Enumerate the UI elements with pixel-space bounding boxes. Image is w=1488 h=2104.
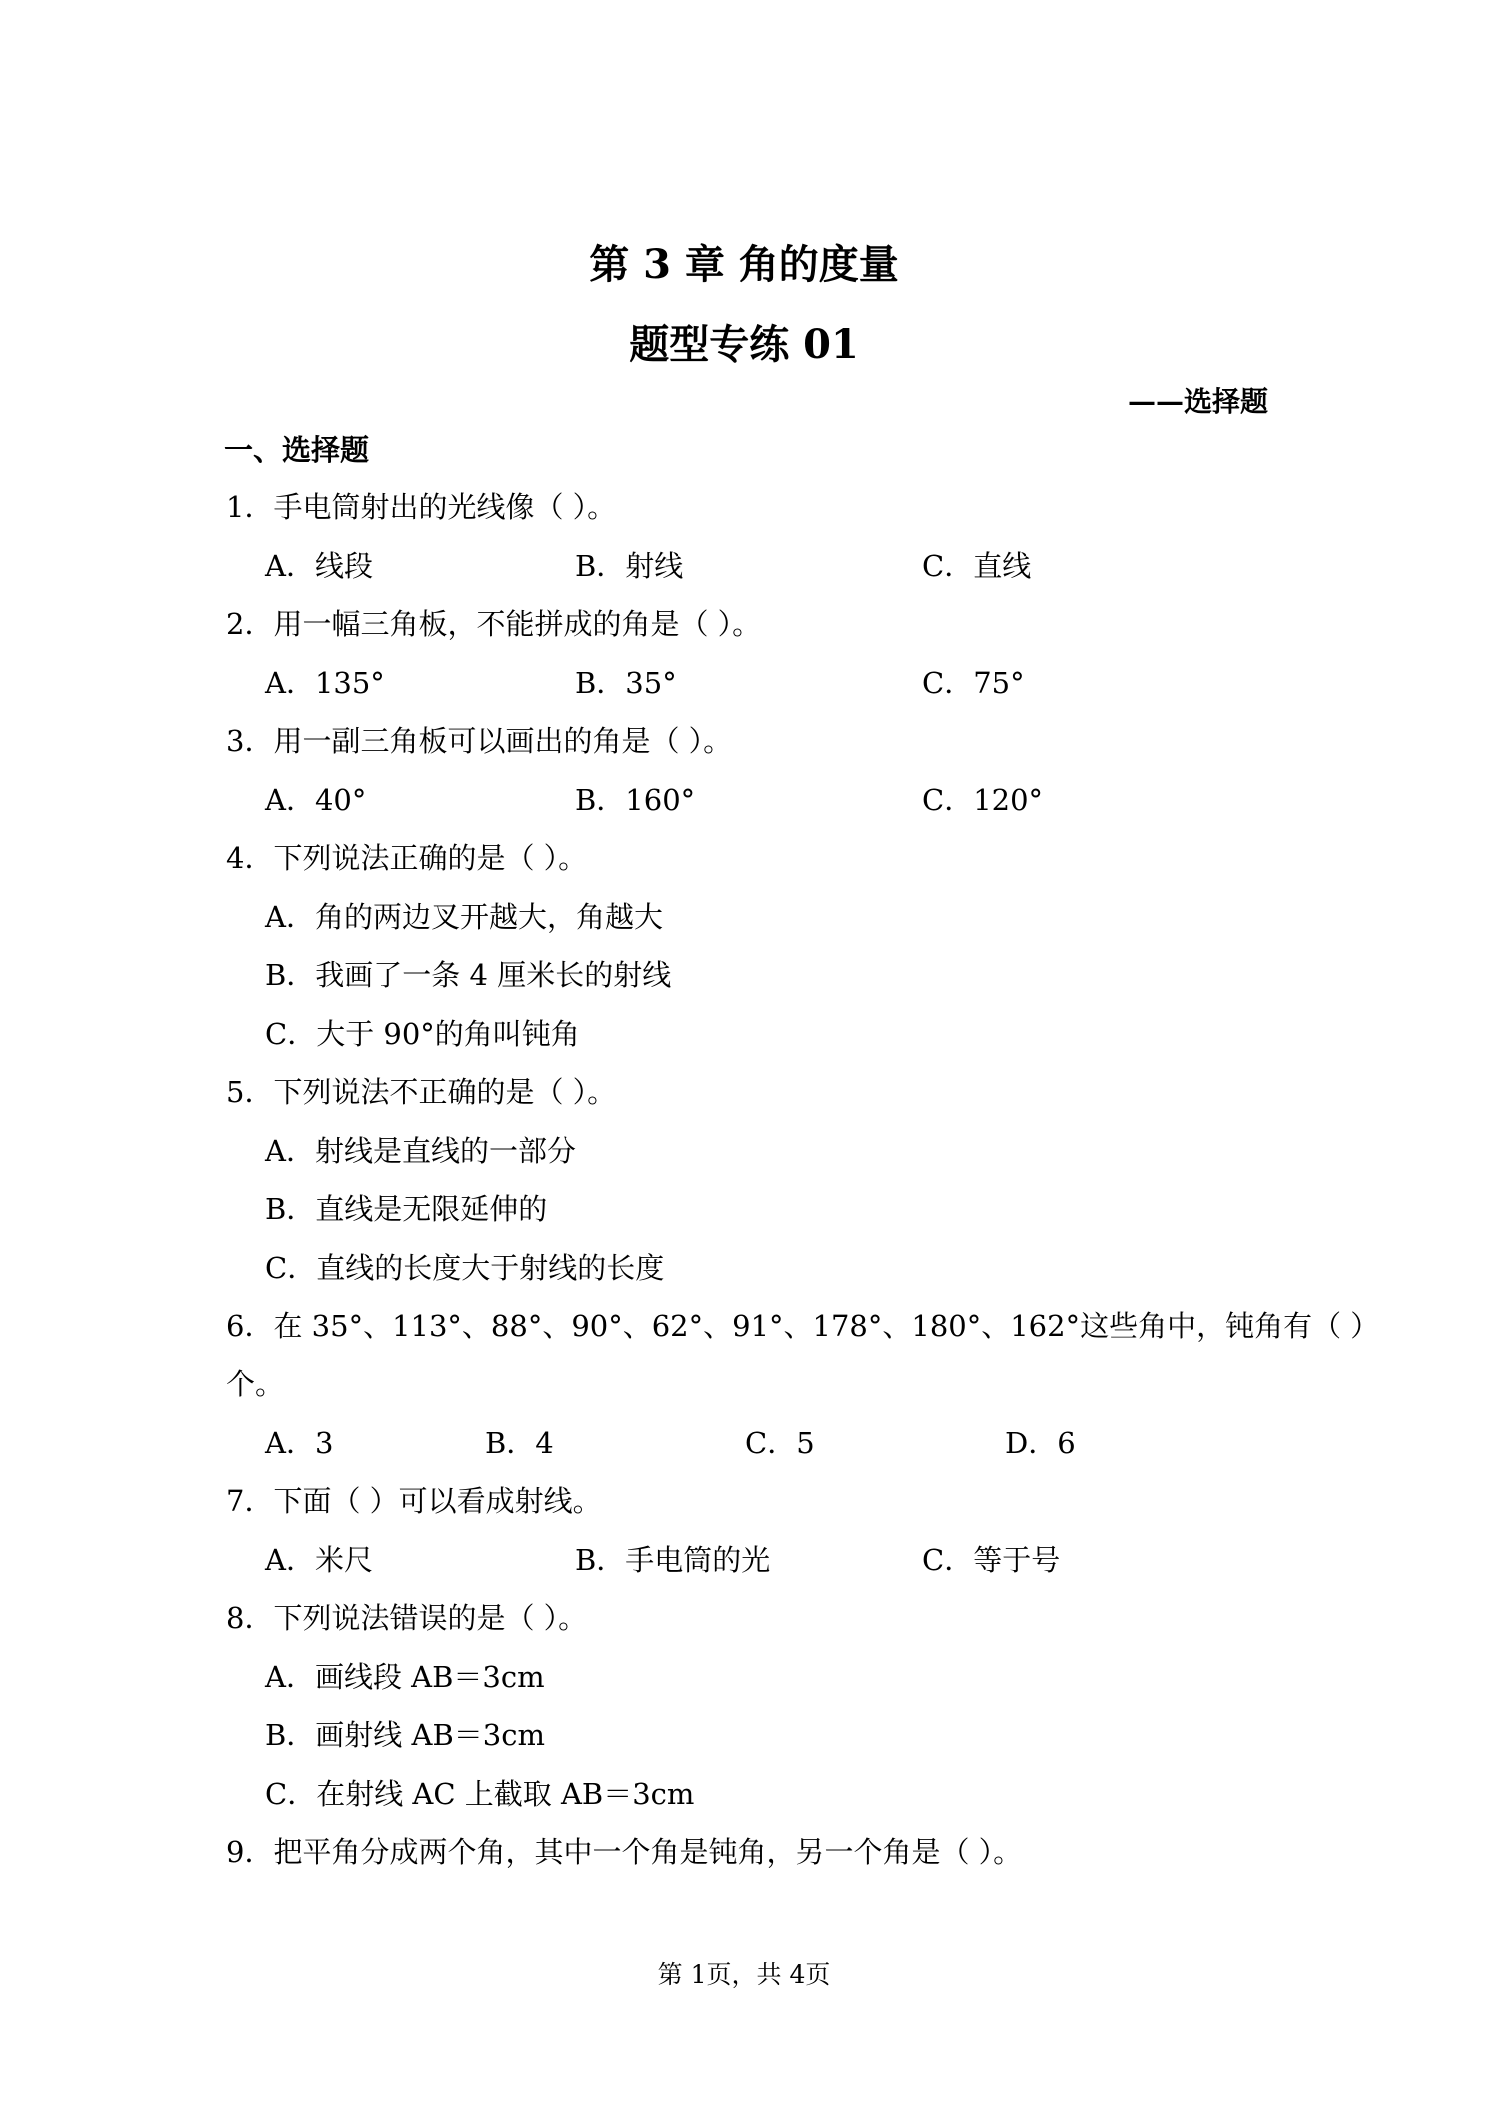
option-c: C．等于号 xyxy=(922,1543,1061,1577)
question-stem: 8．下列说法错误的是（ ）。 xyxy=(226,1601,588,1635)
chapter-title: 第 3 章 角的度量 xyxy=(589,241,899,288)
option-b: B．4 xyxy=(485,1426,554,1460)
option-c: C．在射线 AC 上截取 AB＝3cm xyxy=(265,1777,695,1811)
worksheet-subtitle: 题型专练 01 xyxy=(629,321,859,368)
question-stem: 6．在 35°、113°、88°、90°、62°、91°、178°、180°、162°这些角中，钝角有（ ） xyxy=(226,1309,1380,1343)
option-b: B．射线 xyxy=(575,549,684,583)
question-stem: 9．把平角分成两个角，其中一个角是钝角，另一个角是（ ）。 xyxy=(226,1835,1023,1869)
option-c: C．大于 90°的角叫钝角 xyxy=(265,1017,580,1051)
option-c: C．5 xyxy=(745,1426,815,1460)
question-stem-continuation: 个。 xyxy=(226,1367,285,1401)
option-a: A．线段 xyxy=(265,549,373,583)
option-a: A．射线是直线的一部分 xyxy=(265,1134,576,1168)
option-a: A．画线段 AB＝3cm xyxy=(265,1660,545,1694)
section-heading: 一、选择题 xyxy=(224,433,370,467)
question-stem: 1．手电筒射出的光线像（ ）。 xyxy=(226,490,617,524)
question-stem: 3．用一副三角板可以画出的角是（ ）。 xyxy=(226,724,733,758)
option-b: B．160° xyxy=(575,783,696,817)
option-a: A．135° xyxy=(265,666,385,700)
option-b: B．我画了一条 4 厘米长的射线 xyxy=(265,958,672,992)
question-stem: 5．下列说法不正确的是（ ）。 xyxy=(226,1075,617,1109)
option-c: C．直线 xyxy=(922,549,1032,583)
option-c: C．75° xyxy=(922,666,1025,700)
option-a: A．角的两边叉开越大，角越大 xyxy=(265,900,663,934)
option-a: A．40° xyxy=(265,783,367,817)
option-c: C．直线的长度大于射线的长度 xyxy=(265,1251,665,1285)
option-b: B．35° xyxy=(575,666,677,700)
option-c: C．120° xyxy=(922,783,1044,817)
option-b: B．画射线 AB＝3cm xyxy=(265,1718,545,1752)
option-b: B．直线是无限延伸的 xyxy=(265,1192,548,1226)
question-type-label: ——选择题 xyxy=(1127,385,1268,418)
page-number: 第 1页，共 4页 xyxy=(657,1960,831,1989)
option-a: A．米尺 xyxy=(265,1543,373,1577)
option-d: D．6 xyxy=(1005,1426,1076,1460)
question-stem: 4．下列说法正确的是（ ）。 xyxy=(226,841,588,875)
option-a: A．3 xyxy=(265,1426,334,1460)
question-stem: 2．用一幅三角板，不能拼成的角是（ ）。 xyxy=(226,607,762,641)
question-stem: 7．下面（ ）可以看成射线。 xyxy=(226,1484,602,1518)
option-b: B．手电筒的光 xyxy=(575,1543,771,1577)
